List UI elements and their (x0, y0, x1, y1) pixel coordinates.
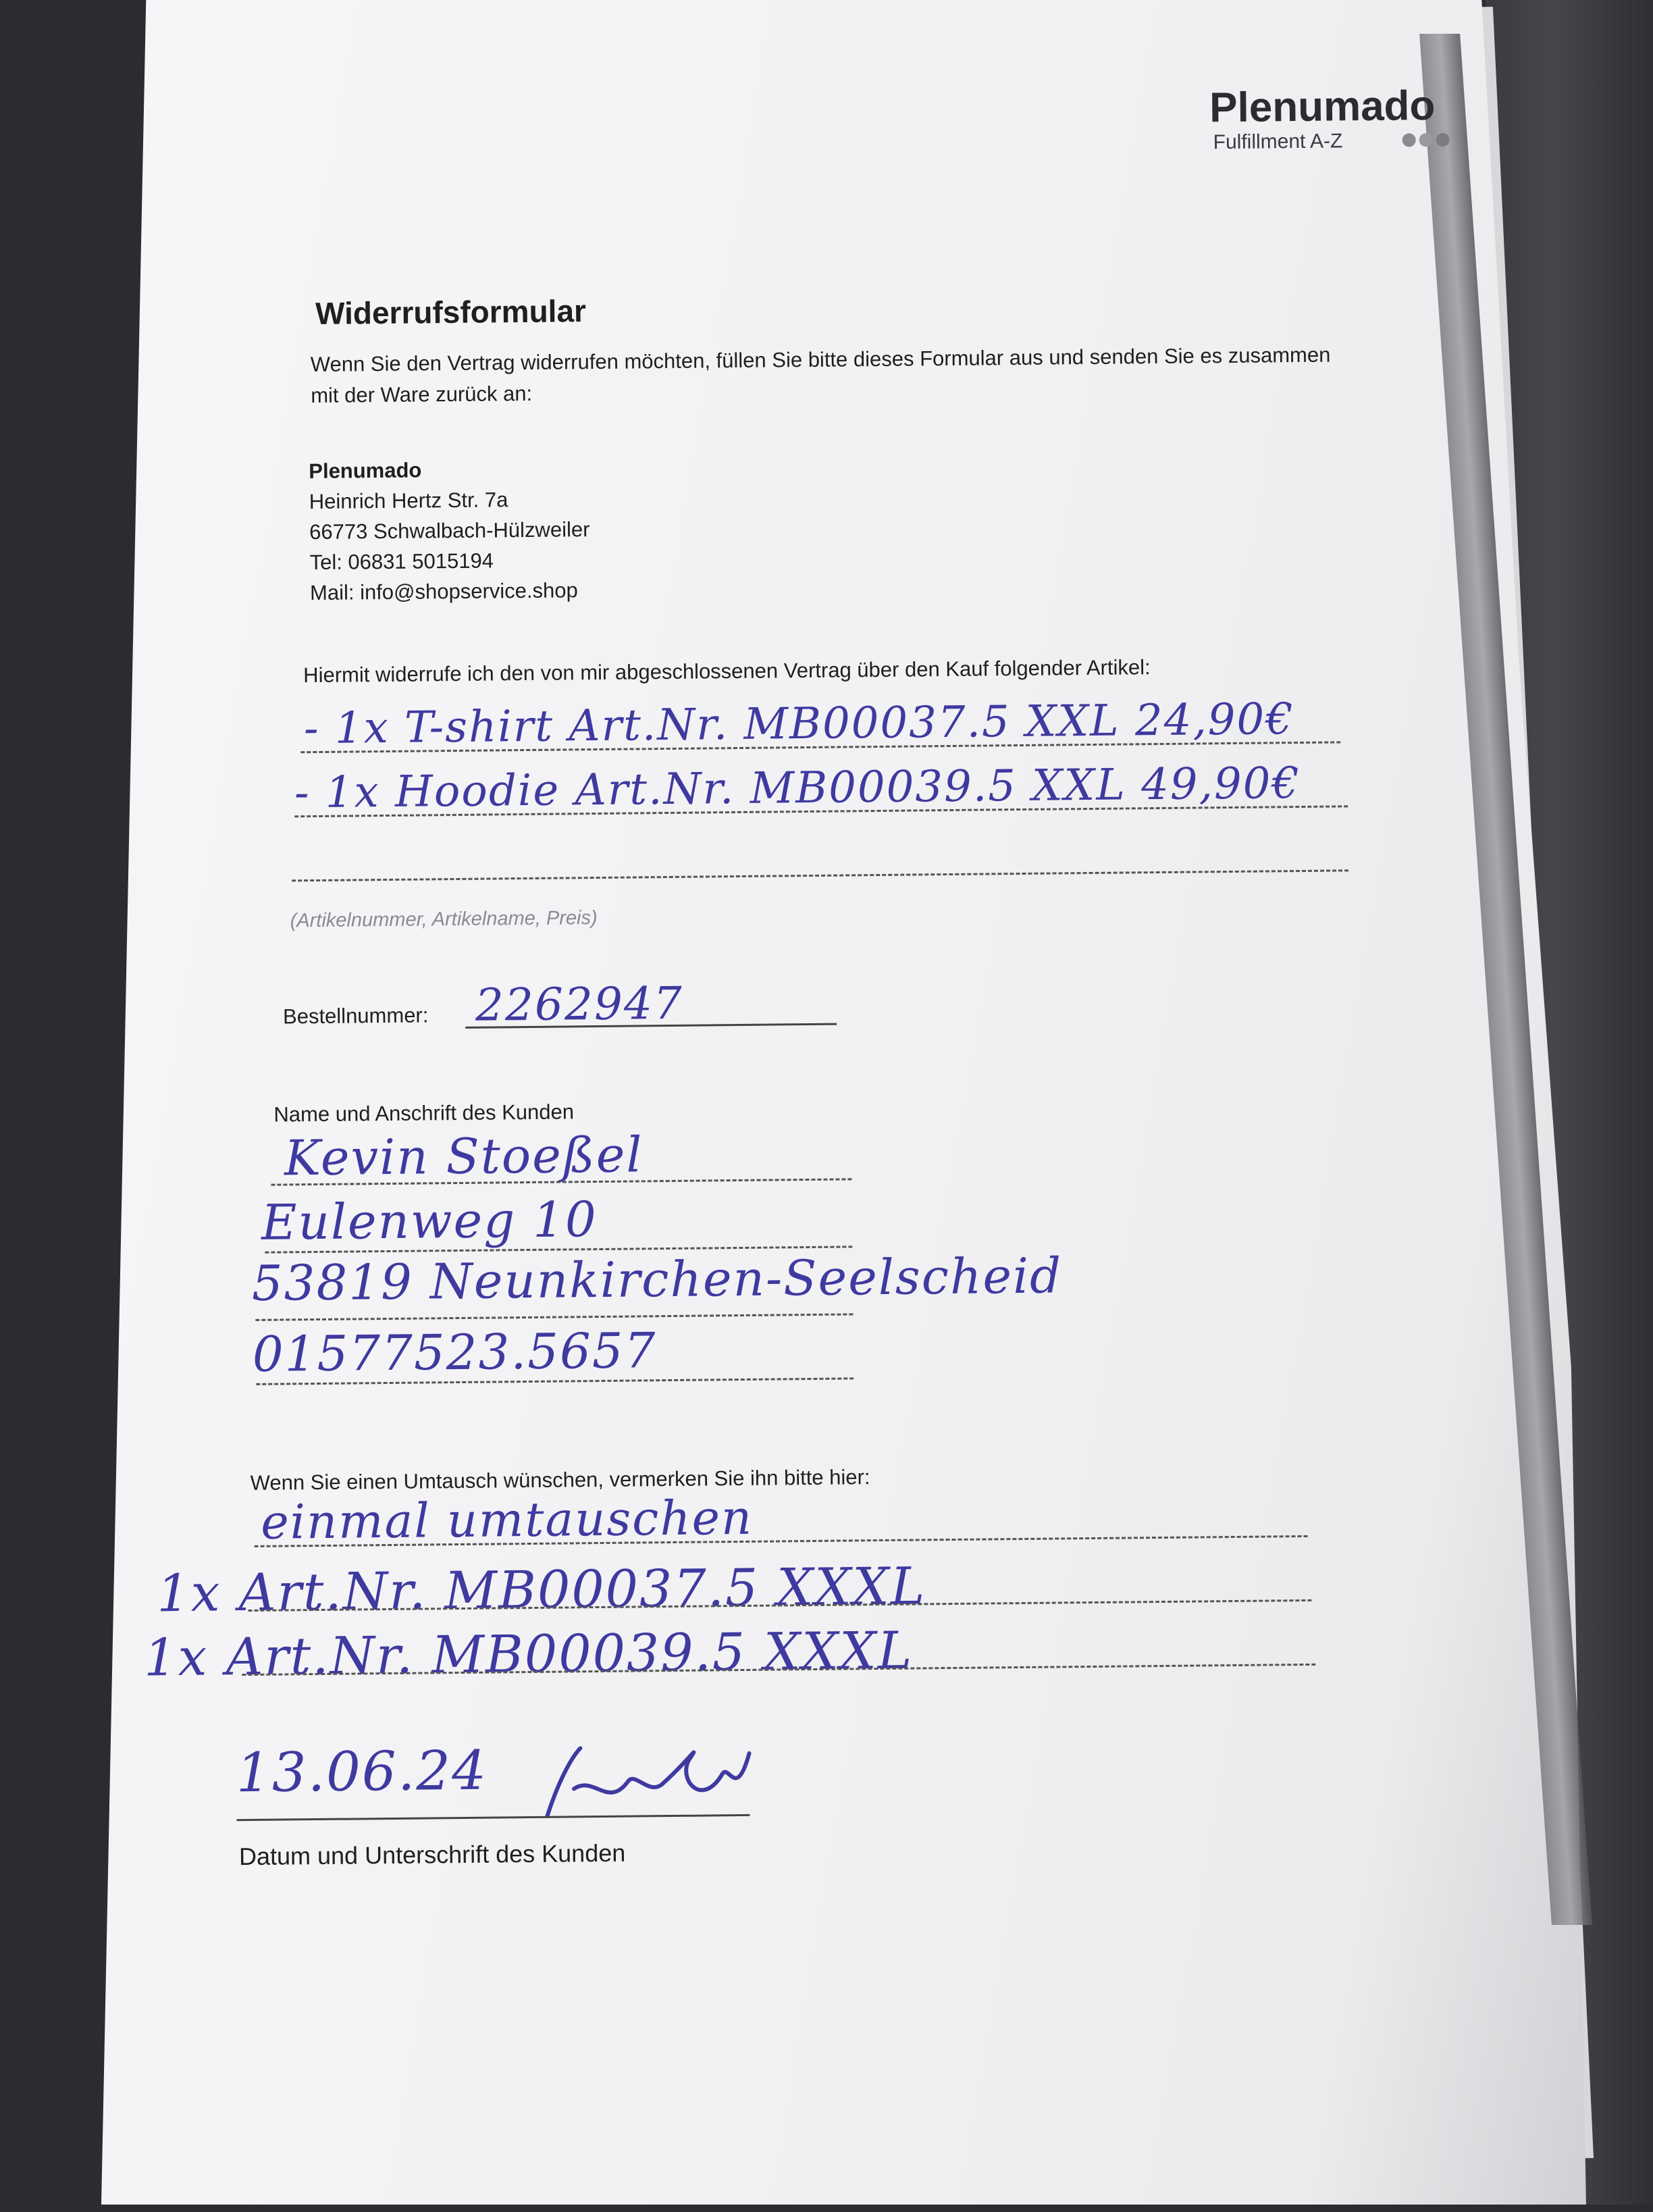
customer-label: Name und Anschrift des Kunden (273, 1100, 575, 1127)
form-title: Widerrufsformular (315, 293, 587, 331)
article-line-2: - 1x Hoodie Art.Nr. MB00039.5 XXL 49,90€ (294, 758, 1301, 819)
customer-rule-3 (255, 1313, 853, 1320)
logo-tagline: Fulfillment A-Z (1213, 130, 1343, 154)
logo-name: Plenumado (1209, 82, 1436, 132)
address-city: 66773 Schwalbach-Hülzweiler (309, 517, 590, 544)
signature-label: Datum und Unterschrift des Kunden (238, 1838, 626, 1871)
return-address (309, 453, 590, 608)
revocation-statement: Hiermit widerrufe ich den von mir abgeschlossenen Vertrag über den Kauf folgender Artikel: (303, 655, 1151, 688)
exchange-item-1: 1x Art.Nr. MB00037.5 XXXL (156, 1555, 926, 1624)
article-line-3-rule (292, 869, 1348, 881)
address-street: Heinrich Hertz Str. 7a (309, 488, 508, 514)
customer-street: Eulenweg 10 (261, 1191, 598, 1251)
customer-name: Kevin Stoeßel (284, 1126, 644, 1187)
order-number-label: Bestellnummer: (282, 1003, 429, 1029)
article-hint: (Artikelnummer, Artikelname, Preis) (290, 907, 598, 932)
exchange-label: Wenn Sie einen Umtausch wünschen, vermerken Sie ihn bitte hier: (250, 1465, 870, 1495)
customer-phone: 01577523.5657 (252, 1322, 657, 1383)
address-mail: Mail: info@shopservice.shop (309, 578, 578, 605)
logo-dots-icon (1402, 133, 1453, 151)
customer-city: 53819 Neunkirchen-Seelscheid (251, 1247, 1063, 1312)
exchange-note: einmal umtauschen (260, 1489, 754, 1550)
address-tel: Tel: 06831 5015194 (309, 548, 494, 575)
article-line-1: - 1x T-shirt Art.Nr. MB00037.5 XXL 24,90€ (303, 694, 1295, 754)
signature-date: 13.06.24 (236, 1739, 488, 1805)
address-name: Plenumado (309, 458, 422, 484)
form-intro: Wenn Sie den Vertrag widerrufen möchten, füllen Sie bitte dieses Formular aus und senden Sie es zusammen mit der Ware zurück an: (310, 342, 1331, 408)
exchange-item-2: 1x Art.Nr. MB00039.5 XXXL (143, 1620, 914, 1688)
order-number-value: 2262947 (475, 977, 684, 1031)
